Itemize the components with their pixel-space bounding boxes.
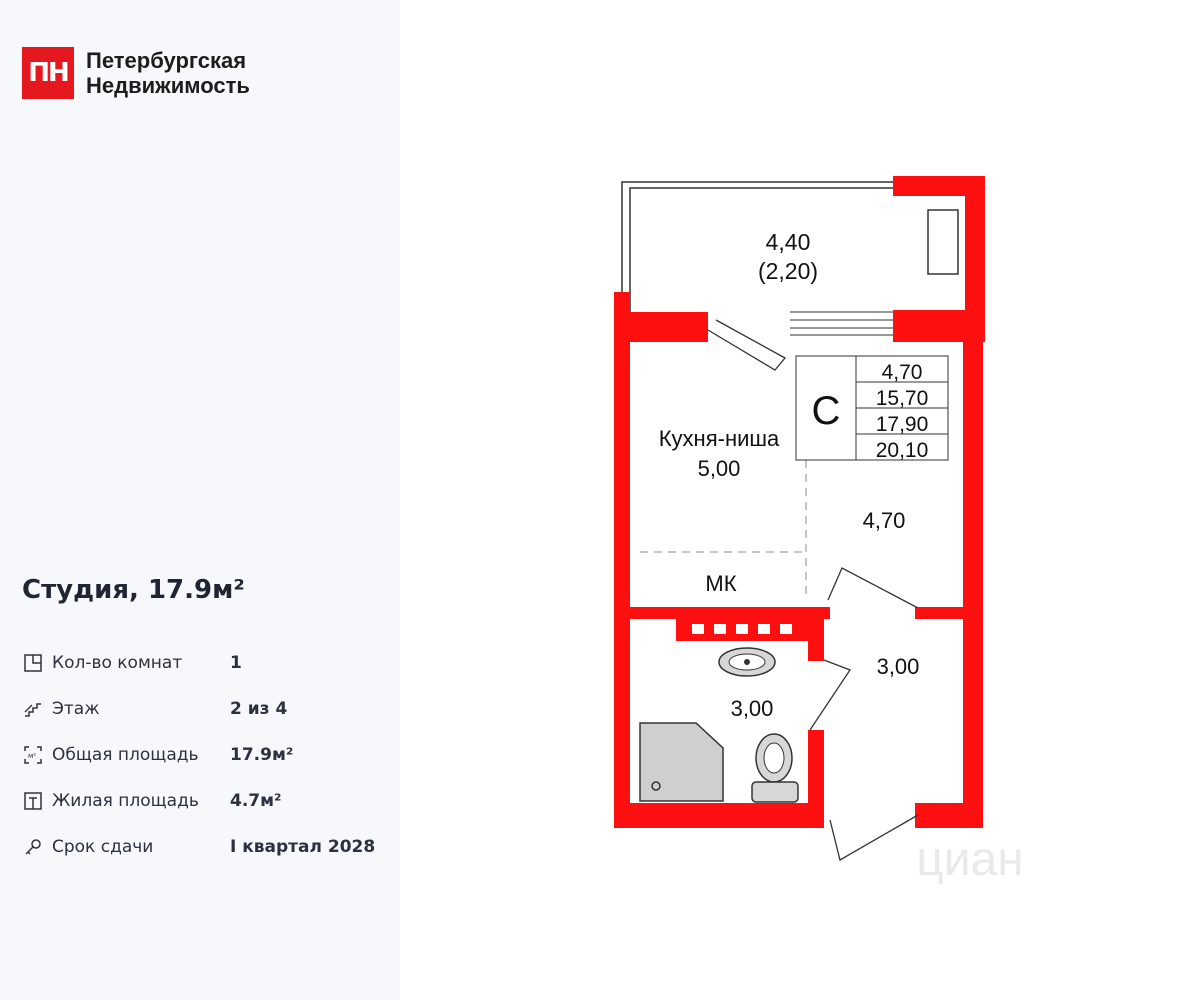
property-deadline-value: I квартал 2028 [230,837,376,857]
property-floor [22,686,392,732]
legend-value-3: 17,90 [875,413,929,436]
property-living-area-label: Жилая площадь [52,791,199,811]
property-total-area-value: 17.9м² [230,745,294,765]
property-living-area [22,778,392,824]
property-living-area-value: 4.7м² [230,791,282,811]
brand-logo[interactable] [22,47,250,99]
legend-letter: С [811,389,841,433]
mk-label: МК [705,571,737,596]
balcony-area-reduced: (2,20) [757,258,819,284]
key-icon [22,836,44,858]
property-rooms-label: Кол-во комнат [52,653,183,673]
property-deadline [22,824,392,870]
balcony-area: 4,40 [765,229,811,255]
property-rooms [22,640,392,686]
info-panel [0,0,400,1000]
kitchen-label: Кухня-ниша [658,426,780,451]
property-list [22,640,392,870]
toilet-icon [752,734,798,802]
property-rooms-value: 1 [230,653,242,673]
legend-value-2: 15,70 [875,387,929,410]
watermark: циан [916,833,1024,886]
bath-area: 3,00 [730,696,774,721]
floor-plan [600,170,1024,886]
property-floor-label: Этаж [52,699,100,719]
hall-area: 3,00 [876,654,920,679]
listing-title: Студия, 17.9м² [22,575,245,605]
brand-name [86,48,250,98]
kitchen-area: 5,00 [697,456,741,481]
brand-name-line1: Петербургская [86,48,247,73]
svg-text:м²: м² [28,752,37,760]
area-icon [22,744,44,766]
brand-name-line2: Недвижимость [86,73,250,98]
stairs-icon [22,698,44,720]
property-total-area [22,732,392,778]
property-total-area-label: Общая площадь [52,745,199,765]
property-floor-value: 2 из 4 [230,699,288,719]
shower-icon [640,723,723,801]
legend-value-4: 20,10 [875,439,929,462]
property-deadline-label: Срок сдачи [52,837,154,857]
living-area-icon [22,790,44,812]
brand-mark: ПН [22,47,74,99]
floorplan-icon [22,652,44,674]
sink-icon [719,648,775,676]
legend-value-1: 4,70 [881,361,923,384]
room-area: 4,70 [862,508,906,533]
